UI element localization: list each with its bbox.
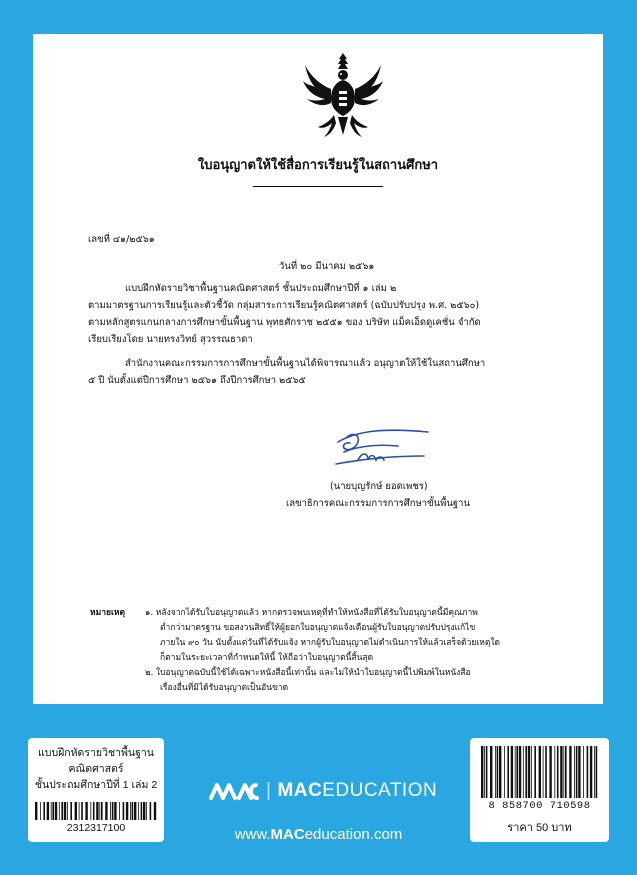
barcode-bar bbox=[516, 746, 518, 798]
brand-name: | MACEDUCATION bbox=[266, 780, 438, 801]
url-bold: MAC bbox=[270, 826, 305, 843]
document-date: วันที่ ๒๐ มีนาคม ๒๕๖๑ bbox=[279, 261, 375, 272]
barcode-bar bbox=[67, 802, 68, 820]
barcode-bar bbox=[528, 746, 530, 798]
barcode-bar bbox=[539, 746, 541, 798]
barcode-bar bbox=[515, 746, 516, 798]
barcode-bar bbox=[523, 746, 524, 798]
barcode-bar bbox=[563, 746, 564, 798]
barcode-bar bbox=[543, 746, 544, 798]
barcode-bar bbox=[587, 746, 589, 798]
barcode-bar bbox=[70, 802, 72, 820]
paragraph1-line4: เรียบเรียงโดย นายทรงวิทย์ สุวรรณธาดา bbox=[88, 334, 253, 345]
barcode-bar bbox=[596, 746, 598, 798]
barcode-bar bbox=[101, 802, 103, 820]
barcode-bar bbox=[590, 746, 592, 798]
barcode-bar bbox=[504, 746, 505, 798]
isbn-barcode-box bbox=[470, 738, 609, 842]
book-label-line1: แบบฝึกหัดรายวิชาพื้นฐาน bbox=[38, 747, 154, 759]
barcode-bar bbox=[569, 746, 571, 798]
price: ราคา 50 บาท bbox=[507, 822, 572, 834]
brand-logo bbox=[208, 778, 437, 804]
barcode-bar bbox=[146, 802, 147, 820]
signer-name: (นายบุญรักษ์ ยอดเพชร) bbox=[330, 481, 428, 492]
barcode-bar bbox=[119, 802, 120, 820]
barcode-bar bbox=[75, 802, 77, 820]
barcode-bar bbox=[143, 802, 145, 820]
url-suffix: education.com bbox=[304, 826, 403, 843]
notes-label: หมายเหตุ bbox=[90, 608, 125, 618]
barcode-bar bbox=[497, 746, 499, 798]
barcode-bar bbox=[112, 802, 114, 820]
barcode-bar bbox=[549, 746, 551, 798]
barcode-bar bbox=[35, 802, 37, 820]
barcode-bar bbox=[59, 802, 60, 820]
barcode-bar bbox=[583, 746, 584, 798]
barcode-bar bbox=[519, 746, 521, 798]
barcode-bar bbox=[81, 802, 83, 820]
barcode-bar bbox=[525, 746, 527, 798]
note1-line3: ภายใน ๙๐ วัน นับตั้งแต่วันที่ได้รับแจ้ง หากผู้รับใบอนุญาตไม่ดำเนินการให้แล้วเสร็จด้วยเหตุใด bbox=[160, 638, 501, 648]
ean-barcode-icon bbox=[480, 746, 598, 798]
book-label-line3: ชั้นประถมศึกษาปีที่ 1 เล่ม 2 bbox=[34, 779, 158, 791]
barcode-bar bbox=[93, 802, 95, 820]
barcode-bar bbox=[481, 746, 483, 798]
barcode-bar bbox=[64, 802, 66, 820]
ean-number: 8 858700 710598 bbox=[488, 800, 591, 812]
barcode-bar bbox=[85, 802, 87, 820]
barcode-bar bbox=[545, 746, 547, 798]
title-underline bbox=[253, 186, 383, 187]
note1-line2: ต่ำกว่ามาตรฐาน ขอสงวนสิทธิ์ให้ผู้ยอกใบอนุญาตแจ้งเตือนผู้รับใบอนุญาตปรับปรุงแก้ไข bbox=[160, 623, 476, 633]
barcode-bar bbox=[578, 746, 580, 798]
barcode-bar bbox=[52, 802, 54, 820]
barcode-bar bbox=[557, 746, 559, 798]
barcode-bar bbox=[123, 802, 125, 820]
mac-logo-icon bbox=[208, 780, 260, 802]
note2-line1: ๒. ใบอนุญาตฉบับนี้ใช้ได้เฉพาะหนังสือนี้เท่านั้น และไม่ให้นำใบอนุญาตนี้ไปพิมพ์ในหนังสือ bbox=[145, 668, 471, 678]
book-label-line2: คณิตศาสตร์ bbox=[68, 763, 124, 775]
paragraph1-line2: ตามมาตรฐานการเรียนรู้และตัวชี้วัด กลุ่มสาระการเรียนรู้คณิตศาสตร์ (ฉบับปรับปรุง พ.ศ. ๒๕๖๐) bbox=[88, 300, 480, 311]
barcode-bar bbox=[99, 802, 100, 820]
barcode-bar bbox=[574, 746, 575, 798]
license-document bbox=[33, 34, 603, 704]
barcode-bar bbox=[40, 802, 41, 820]
barcode-bar bbox=[132, 802, 134, 820]
barcode-bar bbox=[594, 746, 595, 798]
barcode-bar bbox=[105, 802, 107, 820]
barcode-bar bbox=[531, 746, 532, 798]
brand-name-bold: MAC bbox=[277, 780, 323, 801]
barcode-bar bbox=[484, 746, 485, 798]
url-prefix: www. bbox=[234, 826, 271, 843]
barcode-bar bbox=[110, 802, 111, 820]
small-barcode-icon bbox=[34, 802, 158, 820]
note1-line4: ก็ตามในระยะเวลาที่กำหนดให้นี้ ให้ถือว่าใบอนุญาตนี้สิ้นสุด bbox=[160, 653, 374, 663]
signer-position: เลขาธิการคณะกรรมการการศึกษาขั้นพื้นฐาน bbox=[286, 498, 470, 509]
brand-name-rest: EDUCATION bbox=[322, 780, 438, 801]
barcode-bar bbox=[134, 802, 136, 820]
barcode-bar bbox=[126, 802, 128, 820]
paragraph1-line1: แบบฝึกหัดรายวิชาพื้นฐานคณิตศาสตร์ ชั้นประถมศึกษาปีที่ ๑ เล่ม ๒ bbox=[125, 283, 397, 294]
barcode-bar bbox=[150, 802, 152, 820]
paragraph2-line1: สำนักงานคณะกรรมการการศึกษาขั้นพื้นฐานได้พิจารณาแล้ว อนุญาตให้ใช้ในสถานศึกษา bbox=[125, 358, 486, 369]
barcode-bar bbox=[55, 802, 57, 820]
barcode-bar bbox=[114, 802, 116, 820]
paragraph2-line2: ๕ ปี นับตั้งแต่ปีการศึกษา ๒๕๖๑ ถึงปีการศึกษา ๒๕๖๕ bbox=[88, 375, 306, 386]
paragraph1-line3: ตามหลักสูตรแกนกลางการศึกษาขั้นพื้นฐาน พุทธศักราช ๒๕๕๑ ของ บริษัท แม็คเอ็ดดูเคชั่น จำกัด bbox=[88, 317, 481, 328]
garuda-emblem-icon bbox=[298, 49, 388, 144]
note1-line1: ๑. หลังจากได้รับใบอนุญาตแล้ว หากตรวจพบเหตุที่ทำให้หนังสือที่ได้รับใบอนุญาตนี้มีคุณภาพ bbox=[145, 608, 478, 618]
barcode-bar bbox=[130, 802, 131, 820]
note2-line2: เรื่องอื่นที่มิได้รับอนุญาตเป็นอันขาด bbox=[160, 683, 289, 693]
barcode-bar bbox=[490, 746, 492, 798]
barcode-bar bbox=[51, 802, 52, 820]
barcode-bar bbox=[141, 802, 143, 820]
barcode-bar bbox=[486, 746, 488, 798]
barcode-bar bbox=[560, 746, 562, 798]
barcode-bar bbox=[47, 802, 49, 820]
barcode-bar bbox=[495, 746, 496, 798]
book-code: 2312317100 bbox=[66, 822, 126, 834]
barcode-bar bbox=[154, 802, 156, 820]
barcode-bar bbox=[96, 802, 98, 820]
barcode-bar bbox=[554, 746, 555, 798]
barcode-bar bbox=[499, 746, 501, 798]
document-title: ใบอนุญาตให้ใช้สื่อการเรียนรู้ในสถานศึกษา bbox=[197, 158, 439, 173]
barcode-bar bbox=[61, 802, 63, 820]
barcode-bar bbox=[576, 746, 578, 798]
barcode-bar bbox=[511, 746, 513, 798]
barcode-bar bbox=[565, 746, 567, 798]
barcode-bar bbox=[138, 802, 139, 820]
barcode-bar bbox=[90, 802, 91, 820]
document-number: เลขที่ ๔๑/๒๕๖๑ bbox=[88, 234, 155, 245]
barcode-bar bbox=[79, 802, 80, 820]
barcode-bar bbox=[507, 746, 509, 798]
barcode-bar bbox=[534, 746, 536, 798]
barcode-bar bbox=[43, 802, 45, 820]
signature bbox=[328, 424, 438, 469]
